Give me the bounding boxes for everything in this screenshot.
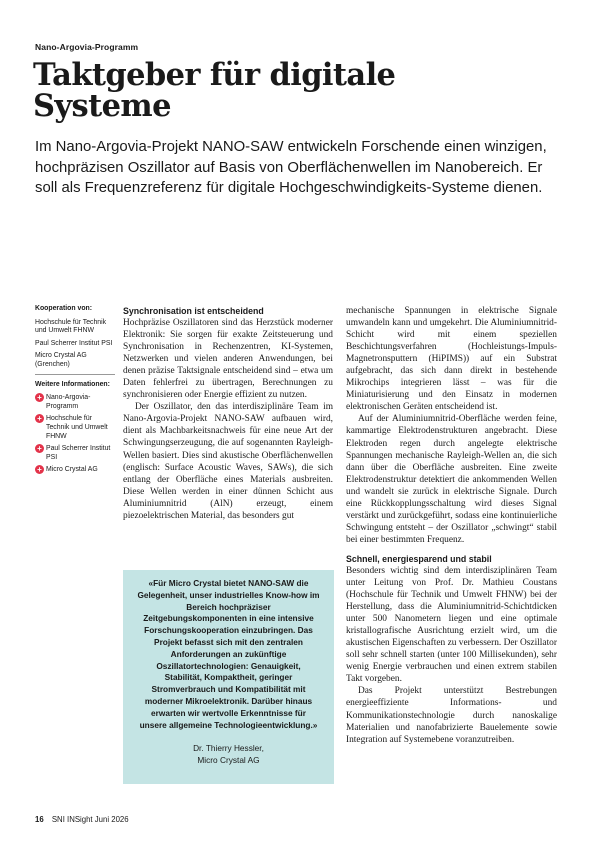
publication-name: SNI INSight Juni 2026 — [51, 815, 129, 824]
plus-circle-icon: + — [35, 465, 44, 474]
plus-circle-icon: + — [35, 444, 44, 453]
plus-circle-icon: + — [35, 393, 44, 402]
quote-author-name: Dr. Thierry Hessler, — [193, 743, 264, 753]
info-link-micro-crystal[interactable] — [35, 466, 115, 475]
sidebar-divider — [35, 374, 115, 375]
section-heading: Synchronisation ist entscheidend — [123, 306, 264, 316]
page-number: 16 — [35, 815, 44, 824]
cooperation-heading: Kooperation von: — [35, 305, 93, 312]
sidebar — [35, 305, 115, 479]
info-link-fhnw[interactable] — [35, 415, 115, 441]
partner-item: Micro Crystal AG (Grenchen) — [35, 352, 87, 368]
pull-quote-text: «Für Micro Crystal bietet NANO-SAW die Gelegenheit, unser industrielles Know-how im Bereich hochpräziser Zeitgebungskomponenten in eine intensive Forschungskooperation einzubringen. Das Projekt befasst sich mit den zentralen Anforderungen an zukünftige Oszillatortechnologien: Genauigkeit, Stabilität, Kompaktheit, geringer Stromverbrauch und Kompatibilität mit moderner Mikroelektronik. Darüber hinaus erwarten wir wertvolle Erkenntnisse für unsere allgemeine Technologieentwicklung.» — [137, 578, 320, 730]
quote-author-company: Micro Crystal AG — [197, 754, 260, 765]
info-heading: Weitere Informationen: — [35, 380, 110, 388]
body-paragraph: Hochpräzise Oszillatoren sind das Herzstück moderner Elektronik: Sie sorgen für exakte Zeitsteuerung und Synchronisation in Rechenzentren, KI-Systemen, Netzwerken und vielen anderen Anwendungen, bei denen präzise Taktsignale entscheidend sind – etwa um Daten fehlerfrei zu übertragen, Berechnungen zu synchronisieren oder Energie effizient zu nutzen. — [123, 318, 333, 401]
partner-item: Hochschule für Technik und Umwelt FHNW — [35, 318, 107, 335]
body-column-1 — [123, 305, 333, 522]
body-paragraph: Auf der Aluminiumnitrid-Oberfläche werden feine, kammartige Elektrodenstrukturen angebracht. Diese Elektroden regen durch angelegte elektrische Spannungen mechanische Rayleigh-Wellen an, die sich dann über die Oberfläche ausbreiten. Eine zweite Elektrodenstruktur detektiert die ankommenden Wellen und wandelt sie zurück in elektrische Signale. Durch eine Rückkopplungsschaltung wird dieses Signal verstärkt und zurückgeführt, sodass eine kontinuierliche Schwingung entsteht – der Oszillator „schwingt“ stabil bei einer bestimmten Frequenz. — [346, 414, 557, 545]
kicker: Nano-Argovia-Programm — [35, 42, 139, 52]
article-title: Taktgeber für digitale Systeme — [33, 57, 396, 124]
plus-circle-icon: + — [35, 414, 44, 423]
page-footer — [35, 815, 129, 824]
partner-item: Paul Scherrer Institut PSI — [35, 339, 113, 347]
info-link-label: Micro Crystal AG — [46, 466, 98, 474]
info-link-label: Hochschule für Technik und Umwelt FHNW — [46, 415, 108, 440]
body-column-2 — [346, 305, 557, 746]
body-paragraph: Der Oszillator, den das interdisziplinäre Team im Nano-Argovia-Projekt NANO-SAW aufbauen wird, dient als Machbarkeitsnachweis für eine neue Art der Schwingungserzeugung, die auf sogenannten Rayleigh-Wellen basiert. Dies sind akustische Oberflächenwellen (englisch: Surface Acoustic Waves, SAWs), die sich entlang der Oberfläche eines Materials ausbreiten. Diese Wellen werden in einer dünnen Schicht aus Aluminiumnitrid (AlN) erzeugt, einem piezoelektrischen Material, das besonders gut — [123, 402, 333, 521]
info-link-nano-argovia[interactable] — [35, 394, 115, 411]
quote-attribution — [137, 743, 320, 767]
body-paragraph: mechanische Spannungen in elektrische Signale umwandeln kann und umgekehrt. Die Aluminiumnitrid-Schicht wird mit einem speziellen Beschichtungsverfahren (Hochleistungs-Impuls-Magnetronsputtern (HiPIMS)) auf ein Substrat aufgebracht, das sich dann direkt in bestehende Mikrochips integrieren lässt – was für die Miniaturisierung und den Einsatz in modernen elektronischen Geräten entscheidend ist. — [346, 306, 557, 413]
body-paragraph: Das Projekt unterstützt Bestrebungen energieeffiziente Informations- und Kommunikationstechnologie durch nanoskalige Materialien und nanofabrizierte Bauelemente sowie Integration auf Systemebene voranzutreiben. — [346, 686, 557, 745]
body-paragraph: Besonders wichtig sind dem interdisziplinären Team unter Leitung von Prof. Dr. Mathieu Coustans (Hochschule für Technik und Umwelt FHNW) bei der Herstellung, dass die Aluminiumnitrid-Schichtdicken unter 500 Nanometern liegen und eine optimale kristallografische Ausrichtung erzielt wird, um die akustischen Eigenschaften zu verbessern. Der Oszillator soll sehr schnell starten (unter 100 Millisekunden), sehr wenig Energie verbrauchen und einen extrem stabilen Takt vorgeben. — [346, 565, 557, 685]
info-link-label: Nano-Argovia-Programm — [46, 394, 91, 410]
section-heading: Schnell, energiesparend und stabil — [346, 553, 492, 564]
lead-paragraph: Im Nano-Argovia-Projekt NANO-SAW entwickeln Forschende einen winzigen, hochpräzisen Oszillator auf Basis von Oberflächenwellen im Nanobereich. Er soll als Frequenzreferenz für digitale Hochgeschwindigkeits-Systeme dienen. — [35, 139, 547, 197]
info-link-label: Paul Scherrer Institut PSI — [46, 445, 111, 461]
info-link-psi[interactable] — [35, 445, 115, 462]
